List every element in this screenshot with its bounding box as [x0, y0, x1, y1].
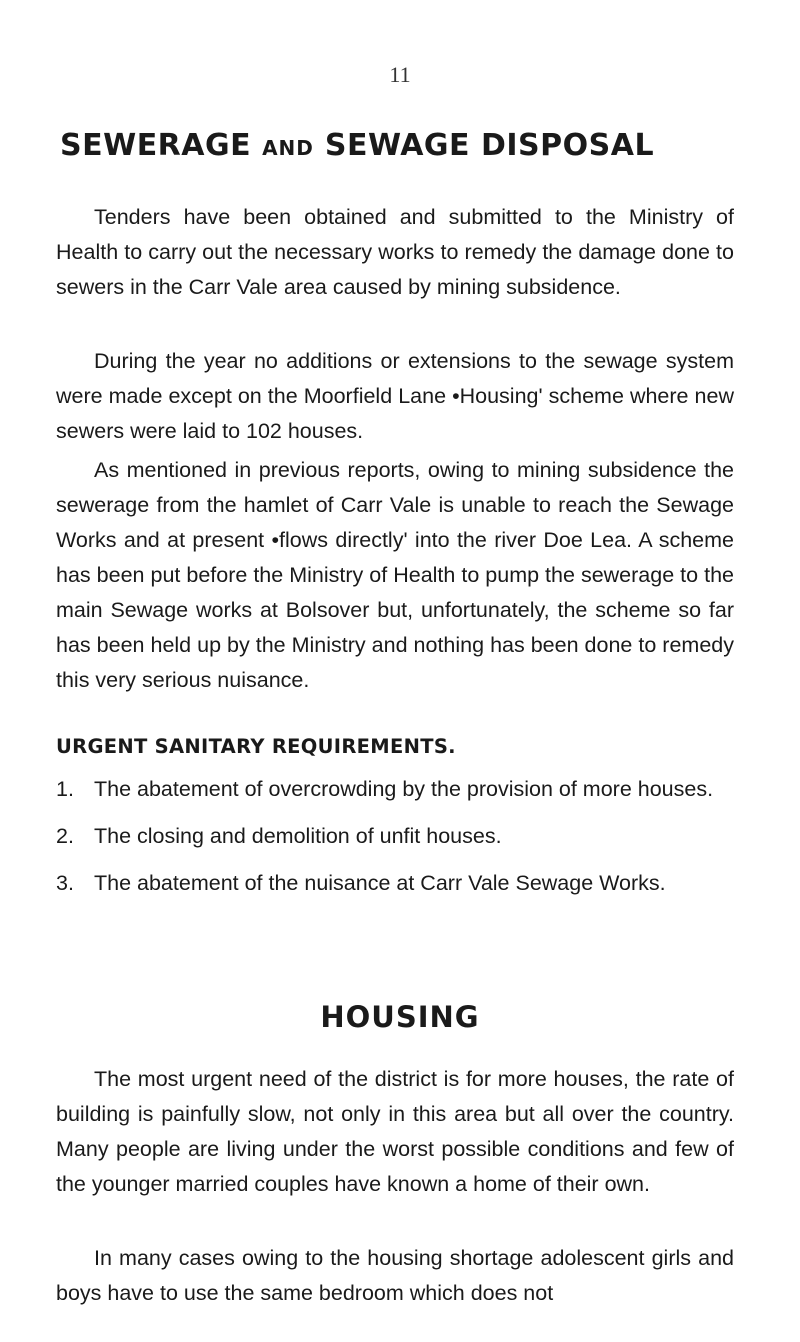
sewerage-paragraph-carr-vale: As mentioned in previous reports, owing to mining subsidence the sewerage from the hamlet of Carr Vale is unable to reach the Sewage Works and at present •flows directly' into the river Doe Lea. A scheme has been put before the Ministry of Health to pump the sewerage to the main Sewage works at Bolsover but, unfortunately, the scheme so far has been held up by the Ministry and nothing has been done to remedy this very serious nuisance.	[56, 458, 734, 692]
list-item	[56, 866, 756, 901]
list-item	[56, 819, 756, 854]
title-part-and: AND	[262, 136, 314, 160]
title-part-sewerage: SEWERAGE	[60, 128, 252, 163]
page-title	[60, 128, 760, 163]
list-item-text: The abatement of the nuisance at Carr Vale Sewage Works.	[94, 871, 666, 895]
list-item-text: The closing and demolition of unfit houses.	[94, 824, 502, 848]
list-item	[56, 772, 756, 807]
housing-paragraph-urgent-need: The most urgent need of the district is for more houses, the rate of building is painfully slow, not only in this area but all over the country. Many people are living under the worst possible conditions and few of the younger married couples have known a home of their own.	[56, 1067, 734, 1196]
urgent-requirements-list	[56, 772, 756, 913]
page-number: 11	[389, 62, 411, 87]
list-item-number: 1.	[56, 777, 74, 801]
sewerage-paragraph-additions: During the year no additions or extensions to the sewage system were made except on the Moorfield Lane •Housing' scheme where new sewers were laid to 102 houses.	[56, 349, 734, 443]
urgent-requirements-heading: URGENT SANITARY REQUIREMENTS.	[56, 735, 456, 758]
list-item-text: The abatement of overcrowding by the provision of more houses.	[94, 777, 714, 801]
list-item-number: 2.	[56, 824, 74, 848]
housing-heading: HOUSING	[320, 1000, 480, 1034]
housing-paragraph-bedroom: In many cases owing to the housing shortage adolescent girls and boys have to use the same bedroom which does not	[56, 1246, 734, 1305]
sewerage-paragraph-tenders: Tenders have been obtained and submitted to the Ministry of Health to carry out the necessary works to remedy the damage done to sewers in the Carr Vale area caused by mining subsidence.	[56, 205, 734, 299]
list-item-number: 3.	[56, 871, 74, 895]
title-part-sewage-disposal: SEWAGE DISPOSAL	[324, 128, 655, 163]
